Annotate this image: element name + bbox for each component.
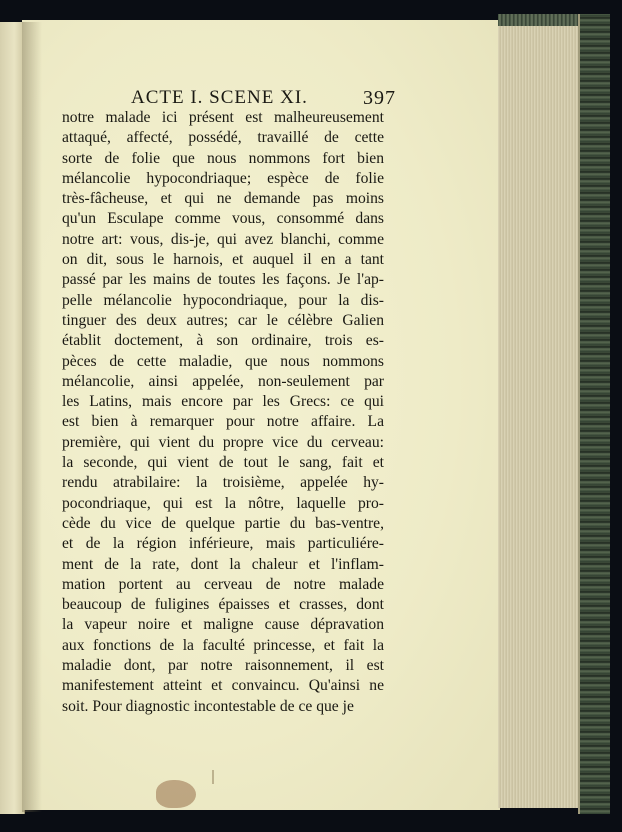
paper-stain [156,780,196,808]
text-line: qu'un Esculape comme vous, consommé dans [62,210,384,228]
page-stack-edge [498,24,582,808]
text-line: les Latins, mais encore par les Grecs: ce qui [62,393,384,411]
text-line: établit doctement, à son ordinaire, trois es- [62,332,384,350]
text-line: on dit, sous le harnois, et auquel il en a tant [62,251,384,269]
text-line: rendu atrabilaire: la troisième, appelée hy- [62,474,384,492]
text-line: et de la région inférieure, mais particuliére- [62,535,384,553]
cover-top-edge [498,14,588,26]
text-line: maladie dont, par notre raisonnement, il est [62,657,384,675]
text-line: la vapeur noire et maligne cause dépravation [62,616,384,634]
text-line: mélancolie, ainsi appelée, non-seulement par [62,372,384,390]
text-line: pelle mélancolie hypocondriaque, pour la dis- [62,291,384,309]
text-line: est bien à remarquer pour notre affaire. La [62,413,384,431]
text-line: notre malade ici présent est malheureusement [62,109,384,126]
text-line: pèces de cette maladie, que nous nommons [62,352,384,370]
text-line: très-fâcheuse, et qui ne demande pas moins [62,190,384,208]
body-text [62,108,384,717]
text-line: première, qui vient du propre vice du cerveau: [62,433,384,451]
gutter-shadow [22,22,42,812]
page-number: 397 [363,87,396,109]
paper-speck [212,770,214,784]
text-line: manifestement atteint et convaincu. Qu'ainsi ne [62,677,384,695]
text-line: soit. Pour diagnostic incontestable de ce que je [62,697,354,715]
text-line: ment de la rate, dont la chaleur et l'inflam- [62,555,384,573]
text-line: passé par les mains de toutes les façons. Je l'ap- [62,271,384,289]
text-line: aux fonctions de la faculté princesse, et fait la [62,636,384,654]
text-line: mation portent au cerveau de notre malade [62,575,384,593]
text-line: beaucoup de fuligines épaisses et crasses, dont [62,596,384,614]
cover-edge [578,14,610,814]
text-line: sorte de folie que nous nommons fort bien [62,149,384,167]
text-line: cède du vice de quelque partie du bas-ventre, [62,514,384,532]
text-line: la seconde, qui vient de tout le sang, fait et [62,454,384,472]
text-line: mélancolie hypocondriaque; espèce de folie [62,169,384,187]
text-line: tinguer des deux autres; car le célèbre Galien [62,311,384,329]
running-title: ACTE I. SCENE XI. [131,87,308,108]
text-line: attaqué, affecté, possédé, travaillé de cette [62,129,384,147]
text-line: pocondriaque, qui est la nôtre, laquelle pro- [62,494,384,512]
text-line: notre art: vous, dis-je, qui avez blanchi, comme [62,230,384,248]
